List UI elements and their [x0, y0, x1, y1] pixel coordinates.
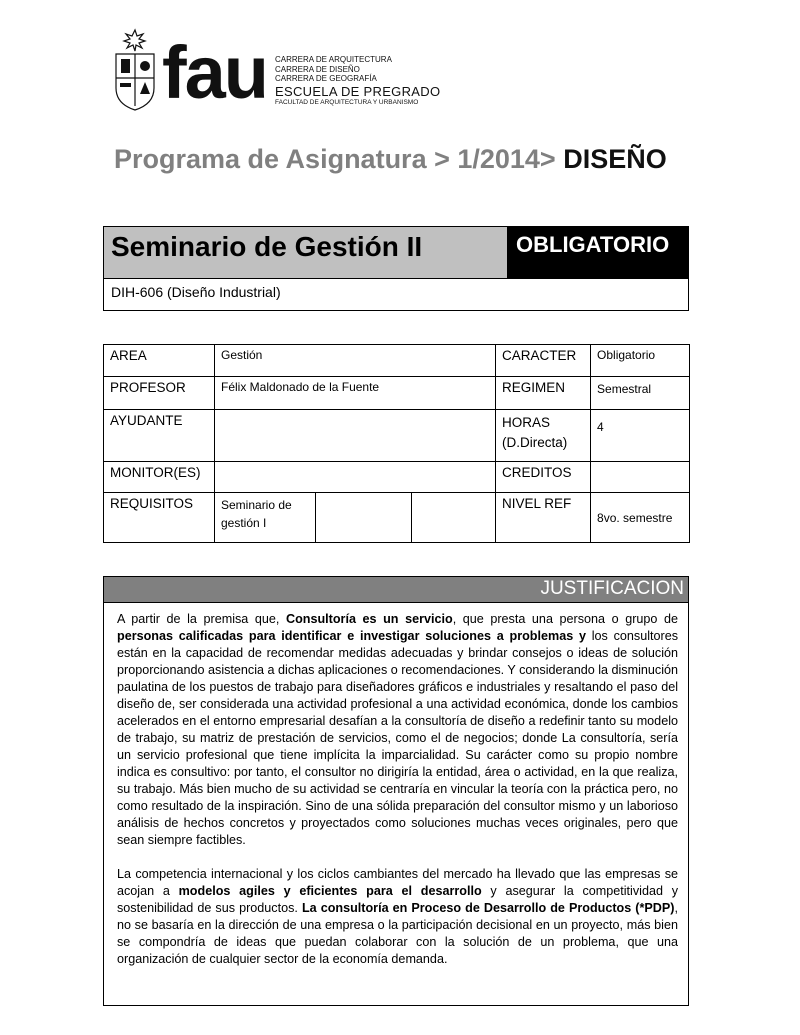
emphasis-text: Consultoría es un servicio — [285, 612, 453, 626]
program-discipline: DISEÑO — [563, 144, 667, 174]
regimen-value: Semestral — [591, 377, 690, 410]
course-name: Seminario de Gestión II — [111, 231, 423, 262]
table-row — [104, 377, 690, 410]
logo-text-block — [275, 55, 440, 106]
paragraph-text: y asegurar la competitividad y sostenibilidad de sus productos. — [117, 884, 678, 915]
table-row — [104, 493, 690, 543]
emphasis-text: modelos agiles y eficientes para el desarrollo — [178, 884, 482, 898]
university-crest-icon — [112, 28, 158, 112]
course-code: DIH-606 (Diseño Industrial) — [111, 284, 281, 300]
program-title-prefix: Programa de Asignatura > 1/2014> — [114, 144, 556, 174]
course-name-cell — [104, 227, 508, 279]
course-type-cell — [508, 227, 688, 279]
monitor-value — [215, 462, 496, 493]
justification-paragraph-2 — [117, 866, 678, 968]
requisitos-extra-cell — [412, 493, 496, 543]
regimen-label: REGIMEN — [496, 377, 591, 410]
horas-label-line2: (D.Directa) — [502, 435, 568, 450]
course-info-table — [103, 344, 690, 543]
nivel-value: 8vo. semestre — [591, 493, 690, 543]
logo-faculty: FACULTAD DE ARQUITECTURA Y URBANISMO — [275, 98, 419, 106]
requisitos-value-line1: Seminario de — [221, 498, 292, 512]
justification-paragraph-1 — [117, 611, 678, 849]
table-row — [104, 410, 690, 462]
logo-wordmark: fau — [162, 31, 267, 114]
emphasis-text: personas calificadas para identificar e investigar soluciones a problemas y — [117, 629, 586, 643]
justification-body — [117, 611, 678, 985]
table-row — [104, 462, 690, 493]
paragraph-text: , no se basaría en la dirección de una empresa o la participación decisional en un proyecto, más bien se compondría de ideas que puedan colaborar con la solución de un problema, que una organización de cualquier sector de la economía demanda. — [117, 901, 678, 966]
course-type: OBLIGATORIO — [516, 232, 670, 257]
profesor-value: Félix Maldonado de la Fuente — [215, 377, 496, 410]
logo-line-geografia: CARRERA DE GEOGRAFÍA — [275, 74, 377, 84]
course-header-box — [103, 226, 689, 311]
justification-title: JUSTIFICACION — [540, 578, 684, 599]
creditos-value — [591, 462, 690, 493]
profesor-label: PROFESOR — [104, 377, 215, 410]
program-title — [114, 144, 667, 175]
paragraph-text: A partir de la premisa que, — [117, 612, 286, 626]
table-row — [104, 345, 690, 377]
requisitos-value — [215, 493, 316, 543]
caracter-label: CARACTER — [496, 345, 591, 377]
logo-school: ESCUELA DE PREGRADO — [275, 83, 441, 99]
ayudante-label: AYUDANTE — [104, 410, 215, 462]
paragraph-text: los consultores están en la capacidad de recomendar medidas adecuadas y brindar consejos o ideas de solución proporcionando asistencia a dichas aplicaciones o recomendaciones. Y considerando la disminución paulatina de los puestos de trabajo para diseñadores gráficos e industriales y resaltando el paso del diseño de, ser considerada una actividad profesional a una actividad económica, donde los cambios acelerados en el entorno empresarial desafían a la consultoría de diseño a redefinir tanto su modelo de trabajo, su matriz de prestación de servicios, como el de negocios; donde La consultoría, sería un servicio profesional que tiene implícita la imparcialidad. Su carácter como su propio nombre indica es consultivo: por tanto, el consultor no dirigiría la entidad, área o actividad, en la que realiza, su trabajo. Más bien mucho de su actividad se centraría en vincular la teoría con la práctica pero, no como resultado de la inspiración. Sino de una sólida preparación del consultor mismo y un laborioso análisis de hechos concretos y proyectados como soluciones muchas veces originales, pero que sean siempre factibles. — [117, 629, 679, 847]
justification-section — [103, 576, 689, 1006]
monitor-label: MONITOR(ES) — [104, 462, 215, 493]
horas-value: 4 — [591, 410, 690, 462]
horas-label-line1: HORAS — [502, 415, 551, 430]
logo-line-arquitectura: CARRERA DE ARQUITECTURA — [275, 55, 392, 64]
logo-line-diseno: CARRERA DE DISEÑO — [275, 64, 360, 74]
area-value: Gestión — [215, 345, 496, 377]
paragraph-text: La competencia internacional y los ciclos cambiantes del mercado ha llevado que las empresas se acojan a — [117, 867, 678, 898]
emphasis-text: La consultoría en Proceso de Desarrollo de Productos (*PDP) — [301, 901, 675, 915]
creditos-label: CREDITOS — [496, 462, 591, 493]
requisitos-label: REQUISITOS — [104, 493, 215, 543]
horas-label — [496, 410, 591, 462]
area-label: AREA — [104, 345, 215, 377]
nivel-label: NIVEL REF — [496, 493, 591, 543]
justification-header — [104, 577, 688, 603]
paragraph-text: , que presta una persona o grupo de — [452, 612, 678, 626]
requisitos-extra-cell — [316, 493, 412, 543]
caracter-value: Obligatorio — [591, 345, 690, 377]
ayudante-value — [215, 410, 496, 462]
requisitos-value-line2: gestión I — [221, 516, 267, 530]
